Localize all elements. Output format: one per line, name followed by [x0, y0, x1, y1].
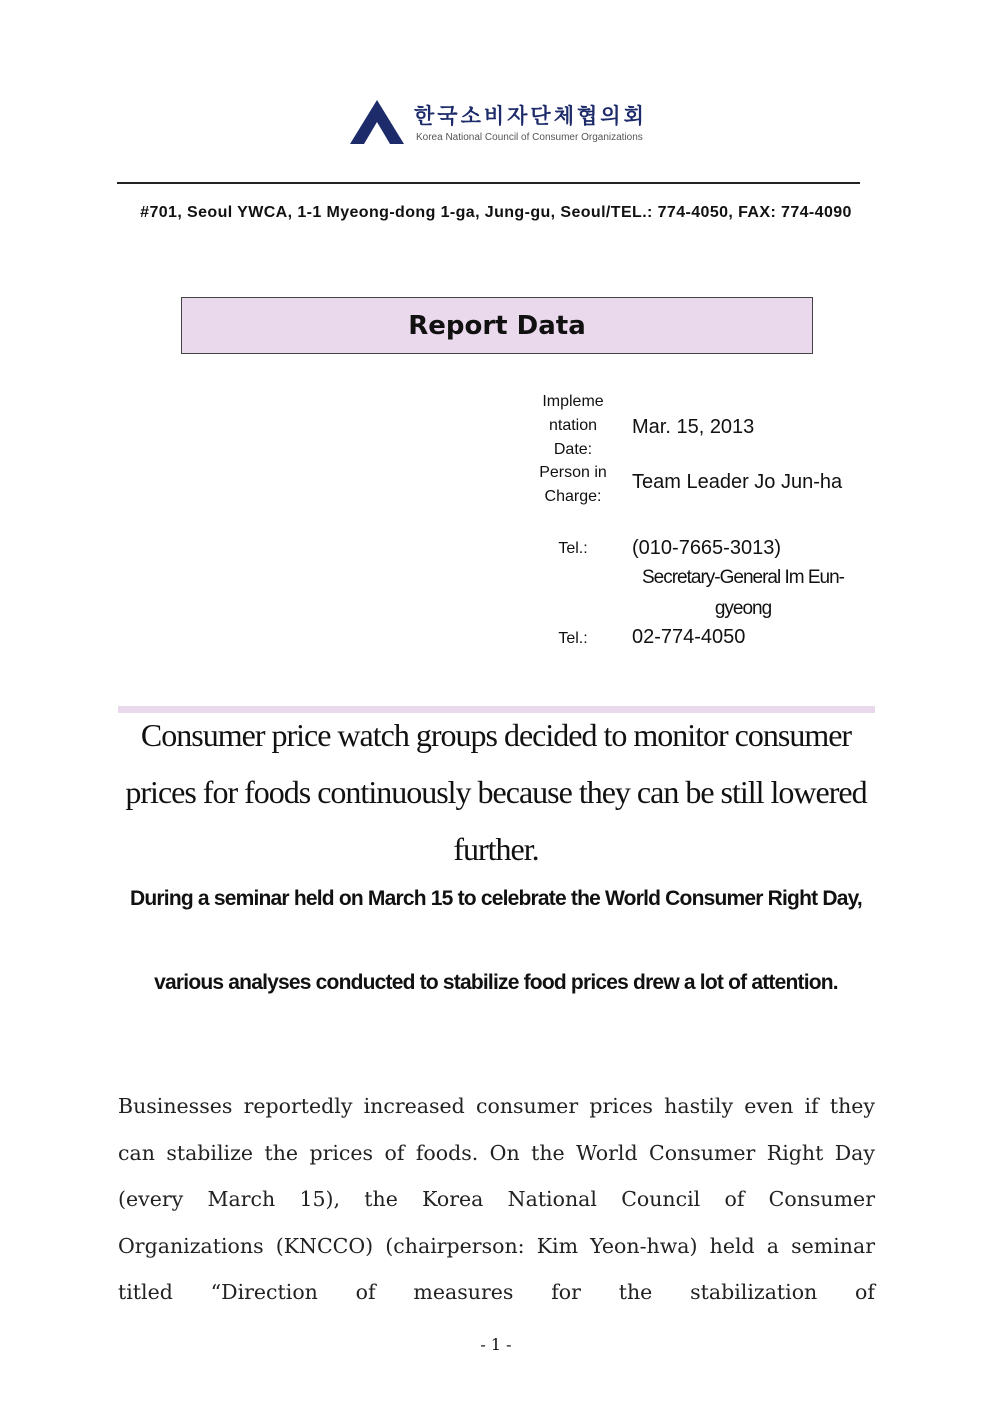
tel2-label: Tel.:	[558, 630, 588, 647]
logo-korean-name: 한국소비자단체협의회	[414, 104, 647, 128]
tel1-label: Tel.:	[558, 540, 588, 557]
subheadline-1: During a seminar held on March 15 to celebrate the World Consumer Right Day,	[130, 887, 862, 910]
subheadline-2: various analyses conducted to stabilize food prices drew a lot of attention.	[154, 971, 838, 994]
person-label: Person in Charge:	[539, 464, 607, 505]
page-number: - 1 -	[480, 1335, 512, 1354]
headline: Consumer price watch groups decided to monitor consumer prices for foods continuously because they can be still lowered further.	[125, 717, 867, 867]
report-title-box	[181, 297, 813, 354]
date-value: Mar. 15, 2013	[632, 416, 755, 438]
logo-english-name: Korea National Council of Consumer Organizations	[416, 132, 643, 143]
logo-mark-icon	[348, 98, 406, 148]
body-paragraph: Businesses reportedly increased consumer prices hastily even if they can stabilize the prices of foods. On the World Consumer Right Day (every March 15), the Korea National Council of Consumer Organizations (KNCCO) (chairperson: Kim Yeon-hwa) held a seminar titled “Direction of measures for the stabilization of	[118, 1094, 875, 1304]
person1-value	[632, 467, 857, 498]
tel1-value: (010-7665-3013)	[632, 537, 781, 559]
address-line: #701, Seoul YWCA, 1-1 Myeong-dong 1-ga, Jung-gu, Seoul/TEL.: 774-4050, FAX: 774-4090	[140, 204, 852, 221]
date-label: Impleme ntation Date:	[542, 393, 604, 458]
header-divider	[117, 182, 860, 184]
report-title: Report Data	[408, 310, 586, 341]
tel2-value: 02-774-4050	[632, 626, 746, 648]
organization-logo	[348, 96, 648, 152]
person1-text: Team Leader Jo Jun-ha	[632, 471, 843, 493]
person2-value: Secretary-General Im Eun-gyeong	[641, 567, 845, 619]
